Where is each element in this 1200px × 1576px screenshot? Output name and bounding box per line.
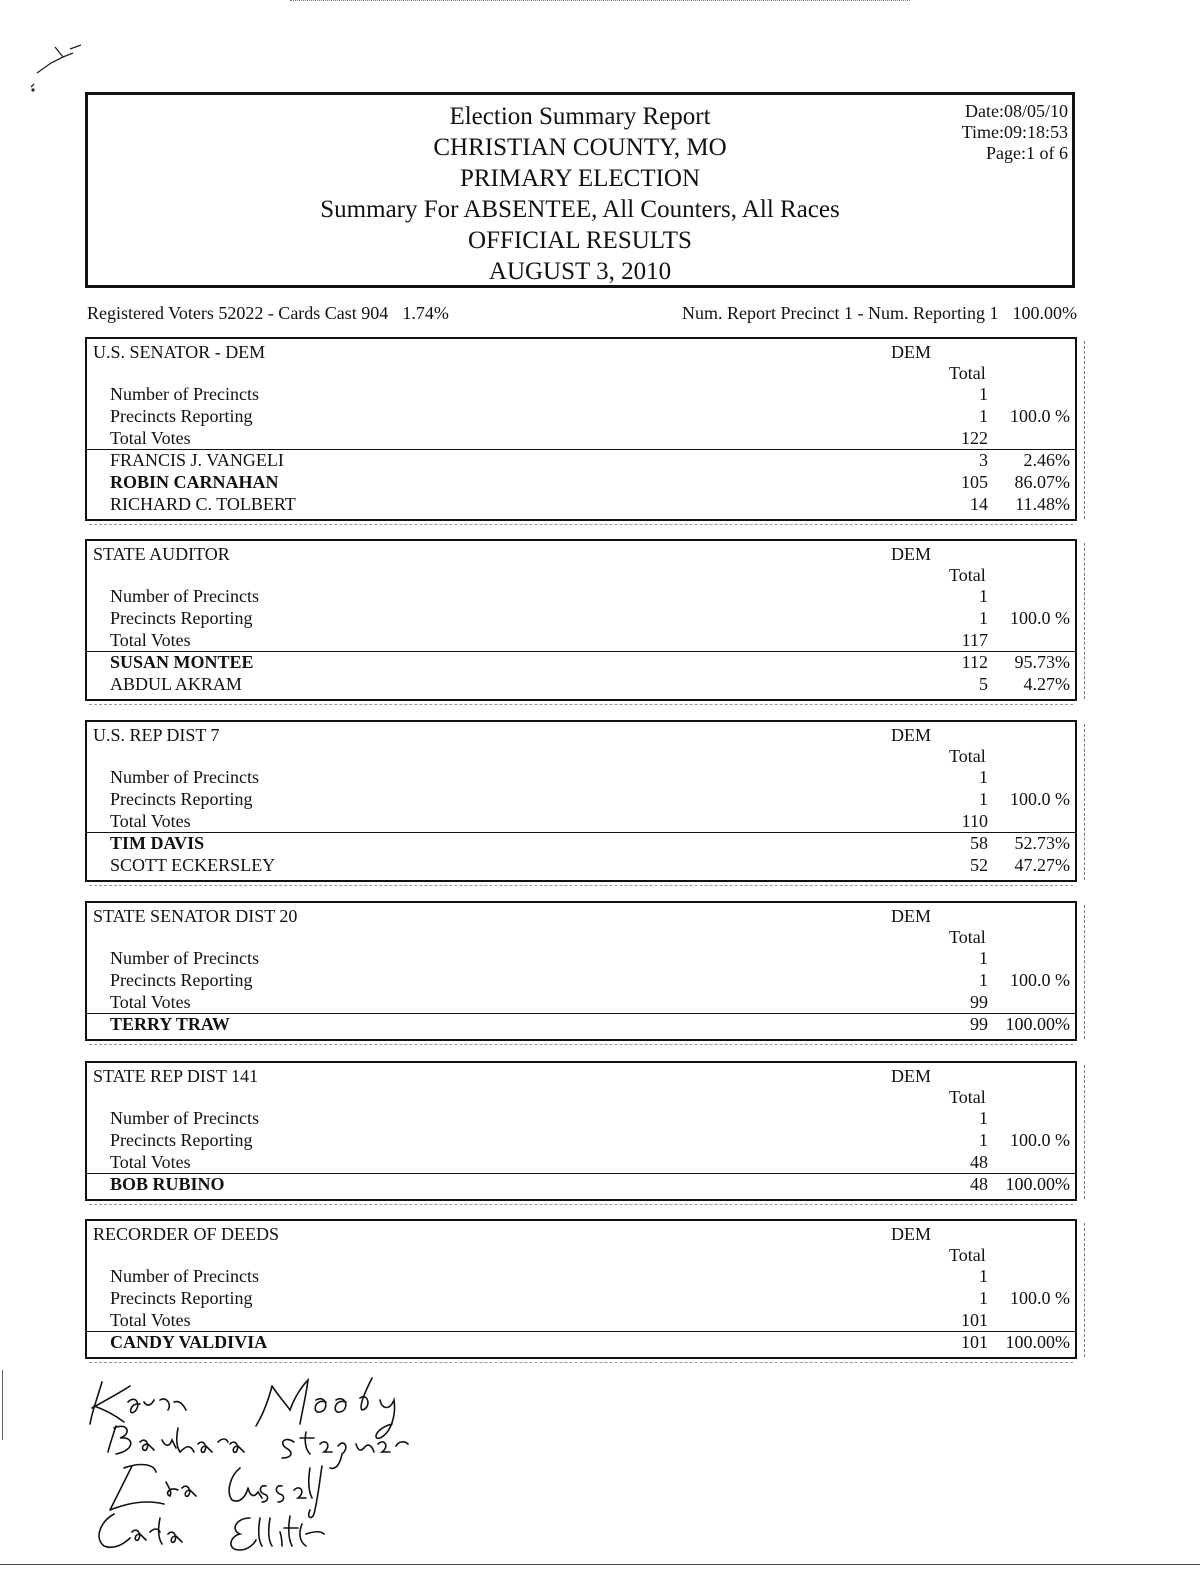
race-box <box>85 539 1077 701</box>
total-votes-label: Total Votes <box>110 811 191 831</box>
scan-top-rule <box>290 0 910 1</box>
scan-bottom-noise <box>89 1044 1073 1045</box>
cards-cast-percent: 1.74% <box>402 303 449 323</box>
total-votes-value: 122 <box>961 428 988 448</box>
candidates-divider <box>87 832 1075 833</box>
precincts-reporting-count: 1 <box>979 789 988 809</box>
candidate-percent: 86.07% <box>1014 472 1070 492</box>
report-meta <box>962 101 1068 164</box>
candidates-divider <box>87 1013 1075 1014</box>
candidate-votes: 52 <box>970 855 988 875</box>
number-of-precincts-label: Number of Precincts <box>110 767 259 787</box>
candidate-votes: 101 <box>961 1332 988 1352</box>
candidate-percent: 100.00% <box>1005 1332 1070 1352</box>
reporting-percent: 100.00% <box>1012 303 1077 323</box>
total-votes-label: Total Votes <box>110 992 191 1012</box>
precinct-count: 1 <box>979 948 988 968</box>
candidate-name: BOB RUBINO <box>110 1174 225 1194</box>
scan-bottom-noise <box>89 704 1073 705</box>
candidate-name: ROBIN CARNAHAN <box>110 472 279 492</box>
scan-edge-noise <box>1084 341 1085 519</box>
total-column-header: Total <box>949 927 986 947</box>
party-label: DEM <box>891 1066 931 1086</box>
scan-edge-noise <box>1084 543 1085 699</box>
candidates-divider <box>87 1173 1075 1174</box>
number-of-precincts-label: Number of Precincts <box>110 1108 259 1128</box>
candidate-name: TERRY TRAW <box>110 1014 230 1034</box>
election-type: PRIMARY ELECTION <box>459 165 701 192</box>
candidate-votes: 14 <box>970 494 988 514</box>
total-votes-value: 117 <box>961 630 988 650</box>
report-title: Election Summary Report <box>449 103 711 130</box>
candidate-name: SUSAN MONTEE <box>110 652 254 672</box>
precincts-reporting-label: Precincts Reporting <box>110 1288 253 1308</box>
race-title: U.S. SENATOR - DEM <box>93 342 266 362</box>
election-date: AUGUST 3, 2010 <box>488 258 672 285</box>
party-label: DEM <box>891 906 931 926</box>
race-box <box>85 1061 1077 1201</box>
scan-edge-noise <box>1084 724 1085 880</box>
precincts-reporting-percent: 100.0 % <box>1010 1288 1070 1308</box>
candidate-percent: 2.46% <box>1023 450 1070 470</box>
scan-bottom-noise <box>89 885 1073 886</box>
race-box <box>85 720 1077 882</box>
precincts-reporting-percent: 100.0 % <box>1010 970 1070 990</box>
page-number: Page:1 of 6 <box>986 143 1068 163</box>
total-votes-value: 110 <box>961 811 988 831</box>
precincts-reporting-label: Precincts Reporting <box>110 1130 253 1150</box>
candidate-votes: 105 <box>961 472 988 492</box>
report-header <box>85 92 1075 288</box>
scan-bottom-noise <box>89 1362 1073 1363</box>
candidate-name: TIM DAVIS <box>110 833 205 853</box>
county-name: CHRISTIAN COUNTY, MO <box>433 134 727 161</box>
candidate-name: RICHARD C. TOLBERT <box>110 494 296 514</box>
candidate-votes: 5 <box>979 674 988 694</box>
total-votes-label: Total Votes <box>110 1152 191 1172</box>
precincts-reporting-count: 1 <box>979 406 988 426</box>
turnout-right <box>682 303 1077 324</box>
candidate-votes: 48 <box>970 1174 988 1194</box>
precinct-count: 1 <box>979 384 988 404</box>
candidate-percent: 52.73% <box>1014 833 1070 853</box>
total-votes-value: 101 <box>961 1310 988 1330</box>
total-column-header: Total <box>949 363 986 383</box>
candidate-percent: 47.27% <box>1014 855 1070 875</box>
number-of-precincts-label: Number of Precincts <box>110 586 259 606</box>
total-column-header: Total <box>949 565 986 585</box>
party-label: DEM <box>891 1224 931 1244</box>
race-title: U.S. REP DIST 7 <box>93 725 220 745</box>
results-status: OFFICIAL RESULTS <box>468 227 692 254</box>
precinct-count: 1 <box>979 1108 988 1128</box>
party-label: DEM <box>891 342 931 362</box>
number-of-precincts-label: Number of Precincts <box>110 384 259 404</box>
scan-bottom-noise <box>89 524 1073 525</box>
precincts-reporting-percent: 100.0 % <box>1010 608 1070 628</box>
race-box <box>85 1219 1077 1359</box>
precincts-reporting-percent: 100.0 % <box>1010 789 1070 809</box>
precincts-reporting-label: Precincts Reporting <box>110 789 253 809</box>
race-box <box>85 901 1077 1041</box>
scan-edge-mark <box>2 1370 3 1440</box>
race-title: STATE AUDITOR <box>93 544 230 564</box>
candidate-percent: 95.73% <box>1014 652 1070 672</box>
precincts-reporting-percent: 100.0 % <box>1010 1130 1070 1150</box>
total-votes-label: Total Votes <box>110 630 191 650</box>
candidate-name: FRANCIS J. VANGELI <box>110 450 284 470</box>
total-votes-label: Total Votes <box>110 428 191 448</box>
scan-bottom-rule <box>0 1564 1200 1565</box>
precinct-count: 1 <box>979 1266 988 1286</box>
total-column-header: Total <box>949 1087 986 1107</box>
report-date: Date:08/05/10 <box>965 101 1068 121</box>
total-column-header: Total <box>949 746 986 766</box>
summary-scope: Summary For ABSENTEE, All Counters, All Races <box>320 196 840 223</box>
candidate-votes: 3 <box>979 450 988 470</box>
scan-edge-noise <box>1084 1223 1085 1357</box>
handwritten-signatures <box>80 1372 460 1557</box>
precinct-report-text: Num. Report Precinct 1 - Num. Reporting 1 <box>682 303 999 323</box>
candidate-percent: 4.27% <box>1023 674 1070 694</box>
total-column-header: Total <box>949 1245 986 1265</box>
candidate-votes: 99 <box>970 1014 988 1034</box>
precinct-count: 1 <box>979 586 988 606</box>
precincts-reporting-count: 1 <box>979 970 988 990</box>
party-label: DEM <box>891 544 931 564</box>
candidate-name: ABDUL AKRAM <box>110 674 242 694</box>
candidate-percent: 100.00% <box>1005 1174 1070 1194</box>
scan-edge-noise <box>1084 1065 1085 1199</box>
precincts-reporting-label: Precincts Reporting <box>110 608 253 628</box>
scan-edge-noise <box>1084 905 1085 1039</box>
scan-bottom-noise <box>89 1204 1073 1205</box>
report-time: Time:09:18:53 <box>961 122 1068 142</box>
number-of-precincts-label: Number of Precincts <box>110 1266 259 1286</box>
candidate-name: CANDY VALDIVIA <box>110 1332 268 1352</box>
registered-voters-text: Registered Voters 52022 - Cards Cast 904 <box>87 303 389 323</box>
race-title: STATE REP DIST 141 <box>93 1066 259 1086</box>
precincts-reporting-percent: 100.0 % <box>1010 406 1070 426</box>
candidate-votes: 112 <box>961 652 988 672</box>
total-votes-label: Total Votes <box>110 1310 191 1330</box>
party-label: DEM <box>891 725 931 745</box>
precincts-reporting-count: 1 <box>979 608 988 628</box>
race-title: STATE SENATOR DIST 20 <box>93 906 298 926</box>
total-votes-value: 99 <box>970 992 988 1012</box>
candidate-votes: 58 <box>970 833 988 853</box>
candidate-percent: 100.00% <box>1005 1014 1070 1034</box>
precincts-reporting-count: 1 <box>979 1288 988 1308</box>
candidate-percent: 11.48% <box>1015 494 1070 514</box>
precincts-reporting-count: 1 <box>979 1130 988 1150</box>
race-title: RECORDER OF DEEDS <box>93 1224 280 1244</box>
number-of-precincts-label: Number of Precincts <box>110 948 259 968</box>
precincts-reporting-label: Precincts Reporting <box>110 970 253 990</box>
precinct-count: 1 <box>979 767 988 787</box>
turnout-left <box>87 303 449 324</box>
precincts-reporting-label: Precincts Reporting <box>110 406 253 426</box>
report-title-block <box>238 101 922 287</box>
race-box <box>85 337 1077 521</box>
total-votes-value: 48 <box>970 1152 988 1172</box>
candidate-name: SCOTT ECKERSLEY <box>110 855 276 875</box>
